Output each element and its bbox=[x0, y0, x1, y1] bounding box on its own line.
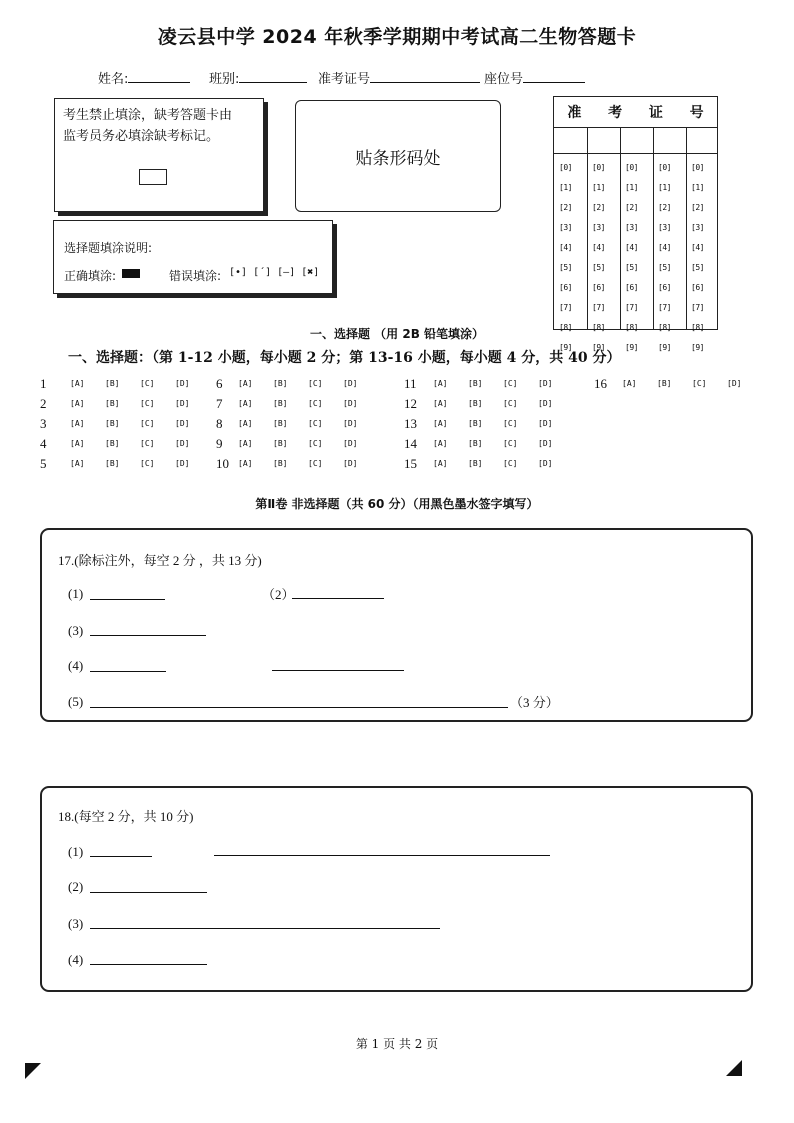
answer-option-bubble[interactable]: [B] bbox=[105, 459, 120, 468]
exam-digit-bubble[interactable]: [6] bbox=[625, 283, 638, 292]
answer-option-bubble[interactable]: [C] bbox=[503, 459, 518, 468]
q17-answer-3[interactable] bbox=[90, 635, 206, 636]
absence-notice bbox=[54, 98, 264, 212]
question-number: 7 bbox=[216, 396, 223, 411]
question-number: 4 bbox=[40, 436, 47, 451]
exam-digit-bubble[interactable]: [5] bbox=[592, 263, 605, 272]
question-18-box bbox=[40, 786, 753, 992]
answer-option-bubble[interactable]: [C] bbox=[503, 399, 518, 408]
answer-option-bubble[interactable]: [B] bbox=[273, 379, 288, 388]
q18-label-1: (1) bbox=[68, 844, 84, 859]
grid-header-char: 考 bbox=[608, 105, 623, 121]
answer-option-bubble[interactable]: [D] bbox=[175, 419, 190, 428]
answer-option-bubble[interactable]: [B] bbox=[273, 459, 288, 468]
question-number: 16 bbox=[594, 376, 607, 391]
answer-option-bubble[interactable]: [B] bbox=[273, 399, 288, 408]
exam-digit-bubble[interactable]: [2] bbox=[658, 203, 671, 212]
barcode-label: 贴条形码处 bbox=[355, 148, 441, 169]
exam-digit-bubble[interactable]: [6] bbox=[592, 283, 605, 292]
q18-answer-2[interactable] bbox=[90, 892, 207, 893]
grid-column-divider bbox=[620, 127, 621, 329]
q18-label-2: (2) bbox=[68, 879, 84, 894]
q18-label-4: (4) bbox=[68, 952, 84, 967]
exam-digit-bubble[interactable]: [1] bbox=[559, 183, 572, 192]
exam-digit-bubble[interactable]: [7] bbox=[592, 303, 605, 312]
answer-option-bubble[interactable]: [A] bbox=[238, 379, 253, 388]
exam-digit-bubble[interactable]: [6] bbox=[691, 283, 704, 292]
answer-option-bubble[interactable]: [D] bbox=[538, 379, 553, 388]
grid-column-divider bbox=[653, 127, 654, 329]
answer-option-bubble[interactable]: [B] bbox=[105, 439, 120, 448]
answer-option-bubble[interactable]: [A] bbox=[433, 399, 448, 408]
q17-answer-5[interactable] bbox=[90, 707, 508, 708]
exam-digit-bubble[interactable]: [4] bbox=[559, 243, 572, 252]
q17-title: 17.(除标注外，每空 2 分 ，共 13 分) bbox=[58, 553, 262, 568]
wrong-fill-label: 错误填涂: bbox=[169, 269, 222, 283]
answer-option-bubble[interactable]: [B] bbox=[105, 419, 120, 428]
q18-answer-1b[interactable] bbox=[214, 855, 550, 856]
answer-option-bubble[interactable]: [C] bbox=[308, 419, 323, 428]
answer-option-bubble[interactable]: [B] bbox=[468, 379, 483, 388]
answer-option-bubble[interactable]: [B] bbox=[468, 399, 483, 408]
q17-label-3: (3) bbox=[68, 623, 84, 638]
q17-answer-1[interactable] bbox=[90, 599, 165, 600]
q18-answer-3[interactable] bbox=[90, 928, 440, 929]
exam-digit-bubble[interactable]: [8] bbox=[658, 323, 671, 332]
exam-digit-bubble[interactable]: [5] bbox=[625, 263, 638, 272]
question-number: 3 bbox=[40, 416, 47, 431]
exam-digit-bubble[interactable]: [5] bbox=[658, 263, 671, 272]
exam-digit-bubble[interactable]: [4] bbox=[658, 243, 671, 252]
wrong-fill-samples: [•] [´] [—] [✖] bbox=[229, 267, 320, 278]
q17-label-4: (4) bbox=[68, 658, 84, 673]
question-number: 15 bbox=[404, 456, 417, 471]
exam-digit-bubble[interactable]: [7] bbox=[625, 303, 638, 312]
exam-digit-bubble[interactable]: [2] bbox=[691, 203, 704, 212]
correct-fill-label: 正确填涂: bbox=[64, 269, 117, 283]
answer-option-bubble[interactable]: [C] bbox=[308, 459, 323, 468]
exam-digit-bubble[interactable]: [4] bbox=[691, 243, 704, 252]
exam-digit-bubble[interactable]: [0] bbox=[691, 163, 704, 172]
q17-label-2: （2） bbox=[262, 587, 295, 602]
class-field[interactable] bbox=[209, 68, 307, 87]
question-number: 9 bbox=[216, 436, 223, 451]
barcode-area bbox=[295, 100, 501, 212]
answer-option-bubble[interactable]: [B] bbox=[468, 439, 483, 448]
answer-option-bubble[interactable]: [D] bbox=[343, 399, 358, 408]
answer-option-bubble[interactable]: [C] bbox=[308, 439, 323, 448]
answer-option-bubble[interactable]: [B] bbox=[657, 379, 672, 388]
question-number: 5 bbox=[40, 456, 47, 471]
notice-line-2: 监考员务必填涂缺考标记。 bbox=[63, 129, 220, 144]
grid-header-char: 号 bbox=[689, 105, 704, 121]
answer-option-bubble[interactable]: [A] bbox=[70, 379, 85, 388]
answer-option-bubble[interactable]: [A] bbox=[238, 399, 253, 408]
exam-id-field[interactable] bbox=[318, 68, 480, 87]
q17-answer-4b[interactable] bbox=[272, 670, 404, 671]
answer-option-bubble[interactable]: [B] bbox=[468, 419, 483, 428]
exam-digit-bubble[interactable]: [1] bbox=[592, 183, 605, 192]
answer-option-bubble[interactable]: [D] bbox=[343, 439, 358, 448]
exam-digit-bubble[interactable]: [5] bbox=[691, 263, 704, 272]
question-number: 2 bbox=[40, 396, 47, 411]
fill-instructions bbox=[53, 220, 333, 294]
exam-digit-bubble[interactable]: [0] bbox=[625, 163, 638, 172]
answer-option-bubble[interactable]: [C] bbox=[140, 419, 155, 428]
answer-option-bubble[interactable]: [A] bbox=[433, 419, 448, 428]
exam-digit-bubble[interactable]: [2] bbox=[559, 203, 572, 212]
answer-option-bubble[interactable]: [C] bbox=[308, 399, 323, 408]
exam-digit-bubble[interactable]: [5] bbox=[559, 263, 572, 272]
question-number: 1 bbox=[40, 376, 47, 391]
exam-digit-bubble[interactable]: [8] bbox=[559, 323, 572, 332]
answer-option-bubble[interactable]: [C] bbox=[140, 379, 155, 388]
answer-option-bubble[interactable]: [B] bbox=[273, 439, 288, 448]
alignment-mark-left bbox=[25, 1063, 41, 1079]
answer-option-bubble[interactable]: [A] bbox=[433, 459, 448, 468]
q18-label-3: (3) bbox=[68, 916, 84, 931]
exam-id-label: 准考证号 bbox=[318, 72, 371, 87]
notice-line-1: 考生禁止填涂，缺考答题卡由 bbox=[63, 108, 233, 123]
correct-fill-sample bbox=[122, 269, 140, 278]
answer-option-bubble[interactable]: [D] bbox=[343, 419, 358, 428]
answer-option-bubble[interactable]: [A] bbox=[70, 419, 85, 428]
exam-digit-bubble[interactable]: [8] bbox=[625, 323, 638, 332]
seat-field[interactable] bbox=[484, 68, 585, 87]
answer-option-bubble[interactable]: [D] bbox=[538, 419, 553, 428]
exam-digit-bubble[interactable]: [3] bbox=[658, 223, 671, 232]
answer-option-bubble[interactable]: [D] bbox=[343, 379, 358, 388]
q18-answer-1a[interactable] bbox=[90, 856, 152, 857]
question-number: 12 bbox=[404, 396, 417, 411]
name-label: 姓名: bbox=[98, 72, 129, 87]
exam-digit-bubble[interactable]: [2] bbox=[625, 203, 638, 212]
question-17-box bbox=[40, 528, 753, 722]
answer-option-bubble[interactable]: [D] bbox=[538, 399, 553, 408]
answer-option-bubble[interactable]: [C] bbox=[503, 379, 518, 388]
answer-option-bubble[interactable]: [A] bbox=[238, 419, 253, 428]
question-number: 13 bbox=[404, 416, 417, 431]
question-number: 14 bbox=[404, 436, 417, 451]
seat-label: 座位号 bbox=[484, 72, 524, 87]
question-number: 10 bbox=[216, 456, 229, 471]
exam-digit-bubble[interactable]: [3] bbox=[691, 223, 704, 232]
answer-option-bubble[interactable]: [C] bbox=[503, 419, 518, 428]
section1-description: 一、选择题：（第 1-12 小题，每小题 2 分；第 13-16 小题，每小题 4 分，共 40 分） bbox=[68, 350, 621, 366]
absence-mark-box[interactable] bbox=[139, 169, 167, 185]
exam-digit-bubble[interactable]: [9] bbox=[592, 343, 605, 352]
exam-digit-bubble[interactable]: [9] bbox=[658, 343, 671, 352]
answer-option-bubble[interactable]: [A] bbox=[433, 379, 448, 388]
answer-option-bubble[interactable]: [B] bbox=[273, 419, 288, 428]
answer-option-bubble[interactable]: [D] bbox=[538, 439, 553, 448]
exam-digit-bubble[interactable]: [7] bbox=[658, 303, 671, 312]
section2-heading: 第Ⅱ卷 非选择题（共 60 分）（用黑色墨水签字填写） bbox=[255, 497, 539, 511]
q17-answer-4a[interactable] bbox=[90, 671, 166, 672]
answer-option-bubble[interactable]: [A] bbox=[433, 439, 448, 448]
exam-grid-header bbox=[554, 97, 717, 128]
answer-option-bubble[interactable]: [C] bbox=[503, 439, 518, 448]
answer-option-bubble[interactable]: [C] bbox=[692, 379, 707, 388]
grid-column-divider bbox=[686, 127, 687, 329]
legend-title: 选择题填涂说明: bbox=[64, 241, 153, 255]
grid-header-char: 证 bbox=[648, 105, 663, 121]
answer-option-bubble[interactable]: [A] bbox=[238, 439, 253, 448]
exam-digit-bubble[interactable]: [0] bbox=[592, 163, 605, 172]
exam-digit-bubble[interactable]: [9] bbox=[559, 343, 572, 352]
answer-option-bubble[interactable]: [C] bbox=[140, 439, 155, 448]
exam-digit-bubble[interactable]: [1] bbox=[625, 183, 638, 192]
answer-option-bubble[interactable]: [C] bbox=[140, 399, 155, 408]
answer-option-bubble[interactable]: [C] bbox=[140, 459, 155, 468]
grid-header-char: 准 bbox=[567, 105, 582, 121]
answer-option-bubble[interactable]: [D] bbox=[175, 459, 190, 468]
answer-option-bubble[interactable]: [D] bbox=[727, 379, 742, 388]
exam-digit-bubble[interactable]: [7] bbox=[691, 303, 704, 312]
exam-digit-bubble[interactable]: [9] bbox=[691, 343, 704, 352]
exam-digit-bubble[interactable]: [2] bbox=[592, 203, 605, 212]
exam-digit-bubble[interactable]: [3] bbox=[625, 223, 638, 232]
exam-digit-bubble[interactable]: [0] bbox=[658, 163, 671, 172]
exam-digit-bubble[interactable]: [3] bbox=[592, 223, 605, 232]
answer-option-bubble[interactable]: [A] bbox=[238, 459, 253, 468]
exam-digit-bubble[interactable]: [6] bbox=[559, 283, 572, 292]
exam-digit-bubble[interactable]: [4] bbox=[592, 243, 605, 252]
answer-option-bubble[interactable]: [B] bbox=[468, 459, 483, 468]
page-title: 凌云县中学 2024 年秋季学期期中考试高二生物答题卡 bbox=[157, 26, 637, 48]
exam-digit-bubble[interactable]: [8] bbox=[592, 323, 605, 332]
question-number: 11 bbox=[404, 376, 417, 391]
answer-option-bubble[interactable]: [A] bbox=[70, 439, 85, 448]
question-number: 8 bbox=[216, 416, 223, 431]
grid-column-divider bbox=[587, 127, 588, 329]
q18-answer-4[interactable] bbox=[90, 964, 207, 965]
answer-option-bubble[interactable]: [D] bbox=[175, 439, 190, 448]
question-number: 6 bbox=[216, 376, 223, 391]
exam-number-write-row[interactable] bbox=[554, 127, 717, 154]
answer-option-bubble[interactable]: [A] bbox=[70, 399, 85, 408]
answer-option-bubble[interactable]: [D] bbox=[538, 459, 553, 468]
answer-option-bubble[interactable]: [D] bbox=[343, 459, 358, 468]
answer-option-bubble[interactable]: [D] bbox=[175, 379, 190, 388]
q17-note-5: （3 分） bbox=[510, 695, 559, 710]
q18-title: 18.(每空 2 分，共 10 分) bbox=[58, 809, 194, 824]
answer-option-bubble[interactable]: [B] bbox=[105, 379, 120, 388]
answer-option-bubble[interactable]: [B] bbox=[105, 399, 120, 408]
exam-digit-bubble[interactable]: [6] bbox=[658, 283, 671, 292]
name-field[interactable] bbox=[98, 68, 190, 87]
exam-digit-bubble[interactable]: [7] bbox=[559, 303, 572, 312]
exam-digit-bubble[interactable]: [1] bbox=[658, 183, 671, 192]
page-number: 第 1 页 共 2 页 bbox=[355, 1037, 439, 1051]
exam-digit-bubble[interactable]: [1] bbox=[691, 183, 704, 192]
exam-digit-bubble[interactable]: [9] bbox=[625, 343, 638, 352]
answer-option-bubble[interactable]: [C] bbox=[308, 379, 323, 388]
exam-digit-bubble[interactable]: [3] bbox=[559, 223, 572, 232]
answer-option-bubble[interactable]: [D] bbox=[175, 399, 190, 408]
exam-number-grid bbox=[553, 96, 718, 352]
class-label: 班别: bbox=[209, 72, 240, 87]
exam-digit-bubble[interactable]: [8] bbox=[691, 323, 704, 332]
alignment-mark-right bbox=[726, 1060, 742, 1076]
answer-option-bubble[interactable]: [A] bbox=[70, 459, 85, 468]
q17-answer-2[interactable] bbox=[292, 598, 384, 599]
section1-heading: 一、选择题 （用 2B 铅笔填涂） bbox=[309, 327, 485, 341]
q17-label-1: (1) bbox=[68, 586, 84, 601]
answer-option-bubble[interactable]: [A] bbox=[622, 379, 637, 388]
exam-digit-bubble[interactable]: [0] bbox=[559, 163, 572, 172]
exam-digit-bubble[interactable]: [4] bbox=[625, 243, 638, 252]
q17-label-5: (5) bbox=[68, 694, 84, 709]
